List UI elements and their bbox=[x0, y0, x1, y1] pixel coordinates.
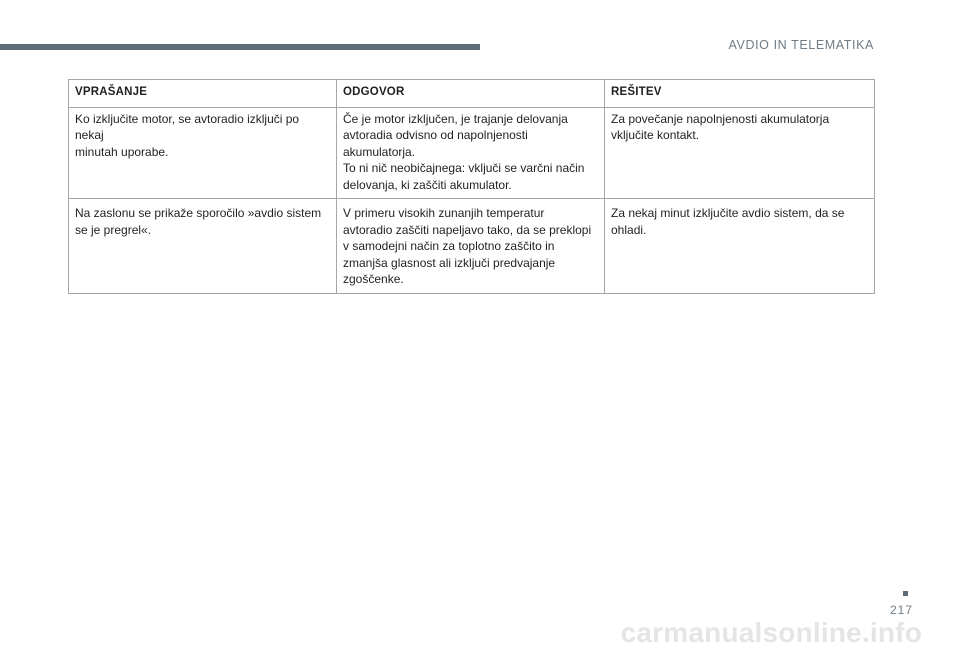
cell-text-line: To ni nič neobičajnega: vključi se varčni način bbox=[343, 161, 585, 175]
cell-text-line: avtoradia odvisno od napolnjenosti bbox=[343, 128, 528, 142]
cell-text-line: ohladi. bbox=[611, 222, 647, 237]
cell-text-line: zmanjša glasnost ali izključi predvajanje bbox=[343, 255, 556, 270]
watermark-text: carmanualsonline.info bbox=[620, 617, 922, 648]
table-header-row bbox=[69, 80, 875, 108]
cell-text-line: Za povečanje napolnjenosti akumulatorja bbox=[611, 111, 830, 126]
cell-text-line: v samodejni način za toplotno zaščito in bbox=[343, 239, 555, 253]
section-title: AVDIO IN TELEMATIKA bbox=[728, 38, 874, 52]
table-row bbox=[69, 199, 875, 294]
column-header-question: VPRAŠANJE bbox=[69, 80, 337, 108]
cell-text-line: delovanja, ki zaščiti akumulator. bbox=[343, 177, 512, 192]
page-marker-square bbox=[903, 591, 908, 596]
header-accent-bar bbox=[0, 44, 480, 50]
answer-cell bbox=[337, 107, 605, 199]
page-number: 217 bbox=[890, 603, 914, 617]
table-row bbox=[69, 107, 875, 199]
cell-text-line: se je pregrel«. bbox=[75, 222, 152, 237]
cell-text-line: zgoščenke. bbox=[343, 272, 404, 286]
cell-text-line: vključite kontakt. bbox=[611, 128, 700, 142]
cell-text-line: Za nekaj minut izključite avdio sistem, da se bbox=[611, 206, 845, 220]
cell-text-line: avtoradio zaščiti napeljavo tako, da se preklopi bbox=[343, 222, 592, 237]
solution-cell bbox=[605, 107, 875, 199]
solution-cell bbox=[605, 199, 875, 294]
cell-text-line: akumulatorja. bbox=[343, 144, 416, 159]
cell-text-line: minutah uporabe. bbox=[75, 144, 169, 159]
question-cell bbox=[69, 199, 337, 294]
troubleshooting-table bbox=[68, 79, 875, 294]
question-cell bbox=[69, 107, 337, 199]
column-header-answer: ODGOVOR bbox=[337, 80, 605, 108]
answer-cell bbox=[337, 199, 605, 294]
cell-text-line: Ko izključite motor, se avtoradio izključi po nekaj bbox=[75, 111, 300, 142]
cell-text-line: V primeru visokih zunanjih temperatur bbox=[343, 206, 545, 220]
column-header-solution: REŠITEV bbox=[605, 80, 875, 108]
cell-text-line: Če je motor izključen, je trajanje delovanja bbox=[343, 111, 568, 126]
cell-text-line: Na zaslonu se prikaže sporočilo »avdio sistem bbox=[75, 206, 322, 220]
